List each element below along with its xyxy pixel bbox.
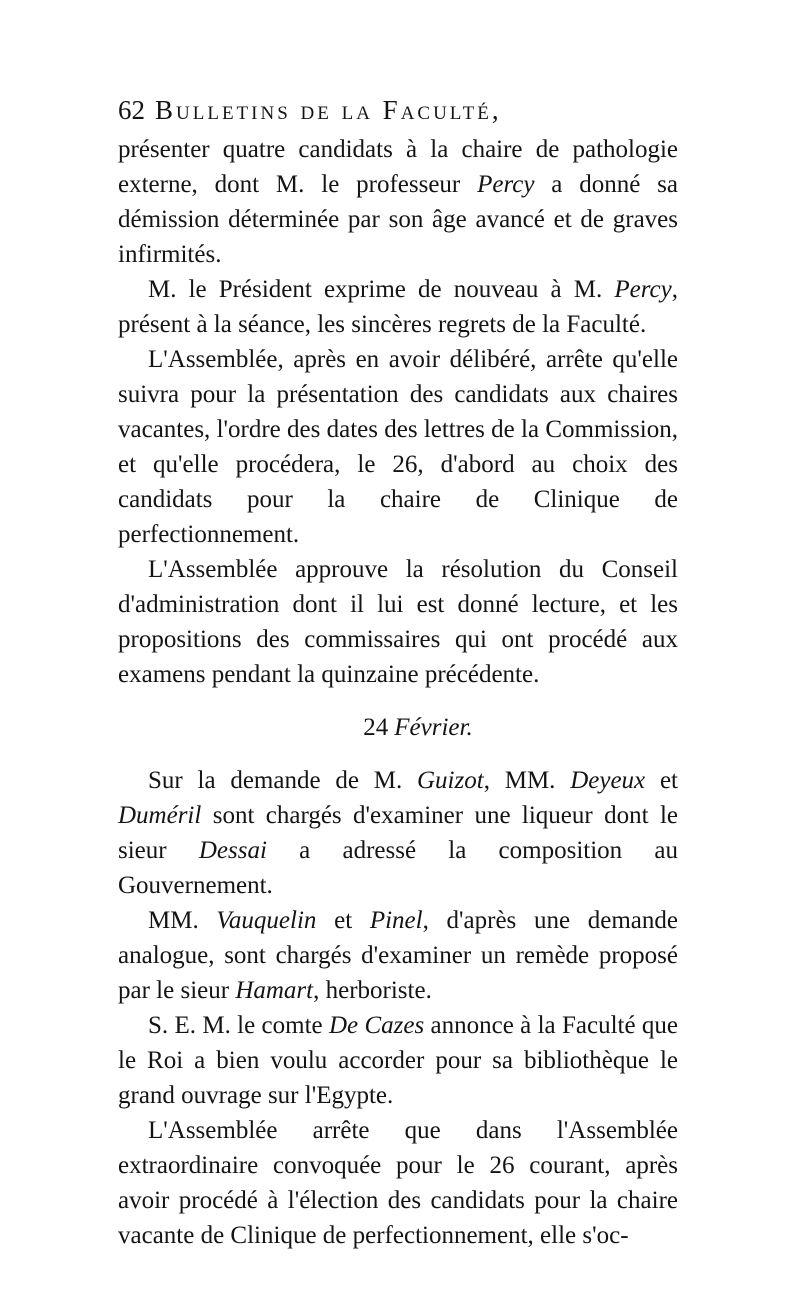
paragraph-5-tail: a adressé la composition au Gouvernement.: [118, 837, 678, 899]
paragraph-6-text: MM.: [148, 907, 217, 934]
name-percy-2: Percy: [614, 276, 672, 303]
name-dumeril: Duméril: [118, 802, 202, 829]
paragraph-5-sep-3: sont chargés d'examiner une liqueur dont le sieur: [118, 802, 678, 864]
name-de-cazes: De Cazes: [328, 1012, 425, 1039]
paragraph-4: [118, 552, 678, 692]
paragraph-7: [118, 1008, 678, 1113]
name-guizot: Guizot: [417, 767, 484, 794]
paragraph-7-tail: annonce à la Faculté que le Roi a bien voulu accorder pour sa bibliothèque le grand ouvrage sur l'Egypte.: [118, 1012, 679, 1109]
paragraph-1-text: présenter quatre candidats à la chaire de pathologie externe, dont M. le professeur: [118, 136, 678, 198]
paragraph-3: [118, 342, 678, 552]
running-title: Bulletins de la Faculté,: [155, 95, 502, 125]
paragraph-1-tail: a donné sa démission déterminée par son âge avancé et de graves infirmités.: [118, 171, 678, 268]
paragraph-1: [118, 132, 678, 272]
paragraph-7-text: S. E. M. le comte: [148, 1012, 329, 1039]
paragraph-8: [118, 1113, 678, 1253]
page-number: 62: [118, 95, 145, 125]
paragraph-2: [118, 272, 678, 342]
name-dessai: Dessai: [198, 837, 267, 864]
paragraph-6-sep-2: , d'après une demande analogue, sont chargés d'examiner un remède proposé par le sieur: [118, 907, 678, 1004]
paragraph-5-sep-1: , MM.: [483, 767, 571, 794]
paragraph-3-text: L'Assemblée, après en avoir délibéré, arrête qu'elle suivra pour la présentation des candidats aux chaires vacantes, l'ordre des dates des lettres de la Commission, et qu'elle procédera, le 26, d'abord au choix des candidats pour la chaire de Clinique de perfectionnement.: [118, 346, 678, 548]
page-body: [118, 132, 678, 1253]
date-month: Février.: [394, 714, 473, 741]
paragraph-6-tail: , herboriste.: [313, 977, 432, 1004]
paragraph-6-sep-1: et: [316, 907, 370, 934]
paragraph-5: [118, 763, 678, 903]
date-day: 24: [363, 714, 389, 741]
paragraph-8-text: L'Assemblée arrête que dans l'Assemblée extraordinaire convoquée pour le 26 courant, après avoir procédé à l'élection des candidats pour la chaire vacante de Clinique de perfectionnement, elle s'oc-: [118, 1117, 678, 1249]
paragraph-4-text: L'Assemblée approuve la résolution du Conseil d'administration dont il lui est donné lecture, et les propositions des commissaires qui ont procédé aux examens pendant la quinzaine précédente.: [118, 556, 678, 688]
name-percy: Percy: [477, 171, 535, 198]
date-heading: [118, 710, 678, 745]
name-vauquelin: Vauquelin: [216, 907, 317, 934]
name-pinel: Pinel: [369, 907, 423, 934]
name-hamart: Hamart: [235, 977, 314, 1004]
name-deyeux: Deyeux: [570, 767, 646, 794]
paragraph-2-tail: , présent à la séance, les sincères regrets de la Faculté.: [118, 276, 678, 338]
page-header: [118, 90, 718, 130]
paragraph-6: [118, 903, 678, 1008]
paragraph-5-text: Sur la demande de M.: [148, 767, 417, 794]
paragraph-2-text: M. le Président exprime de nouveau à M.: [148, 276, 615, 303]
paragraph-5-sep-2: et: [645, 767, 678, 794]
